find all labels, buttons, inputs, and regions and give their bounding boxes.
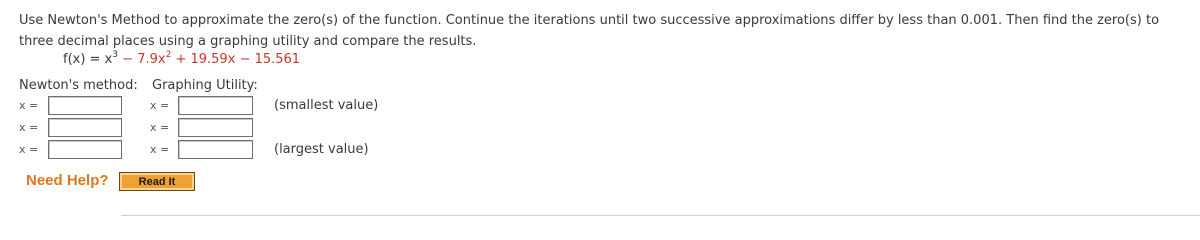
smallest-value-hint: (smallest value) [274, 98, 379, 113]
newton-method-label: Newton's method: [19, 78, 138, 93]
x-equals-label: x = [19, 121, 39, 134]
newton-answer-input-3[interactable] [48, 140, 122, 159]
function-expression: $f(x) = x^3 - 7.9x^2 + 19.59x - 15.561$ [63, 50, 301, 67]
x-equals-label: x = [19, 99, 39, 112]
newton-answer-input-1[interactable] [48, 96, 122, 115]
graphing-answer-input-2[interactable] [178, 118, 253, 137]
divider [121, 215, 1200, 216]
largest-value-hint: (largest value) [274, 142, 369, 157]
graphing-answer-input-3[interactable] [178, 140, 253, 159]
newton-answer-input-2[interactable] [48, 118, 122, 137]
question-prompt: Use Newton's Method to approximate the zero(s) of the function. Continue the iterations until two successive approximations differ by less than 0.001. Then find the zero(s) to three decimal places using a graphing utility and compare the results. [19, 13, 1160, 49]
graphing-answer-input-1[interactable] [178, 96, 253, 115]
x-equals-label: x = [19, 143, 39, 156]
need-help-label: Need Help? [26, 172, 109, 189]
read-it-button[interactable]: Read It [119, 172, 195, 191]
x-equals-label: x = [150, 99, 170, 112]
x-equals-label: x = [150, 121, 170, 134]
x-equals-label: x = [150, 143, 170, 156]
graphing-utility-label: Graphing Utility: [152, 78, 258, 93]
